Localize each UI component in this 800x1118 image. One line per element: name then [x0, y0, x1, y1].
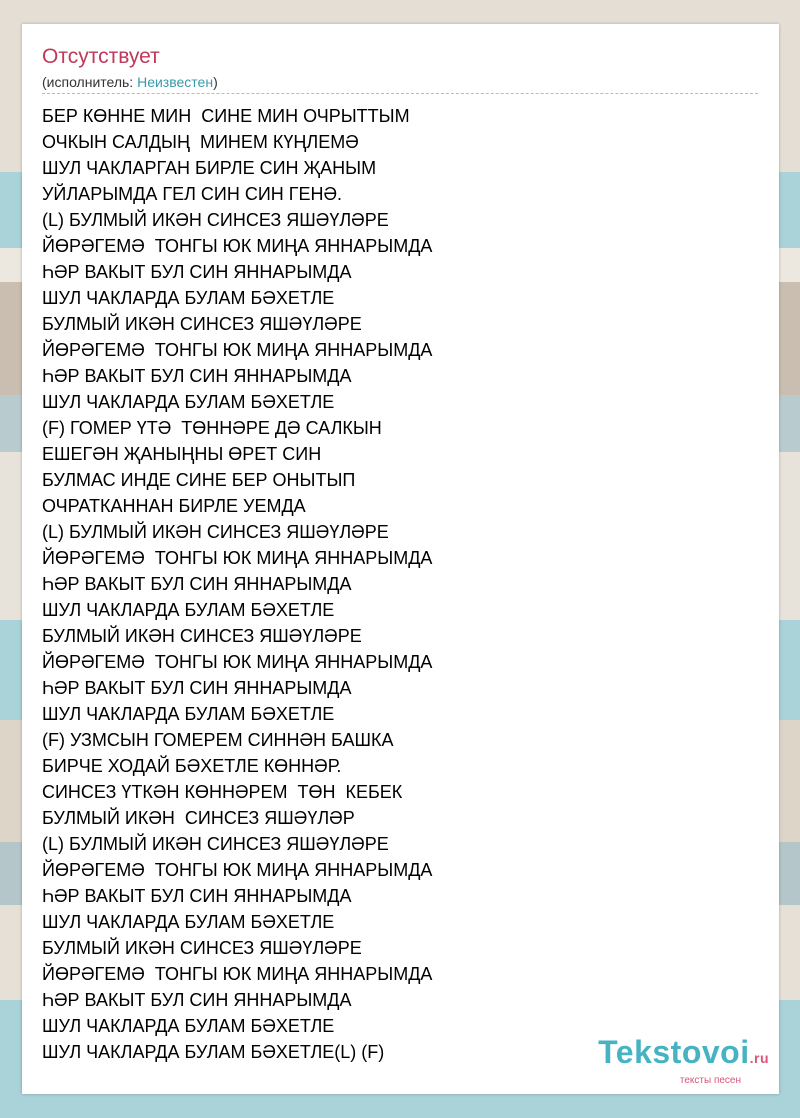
- lyric-line: ШУЛ ЧАКЛАРДА БУЛАМ БӘХЕТЛЕ: [42, 600, 335, 620]
- logo-tld: .ru: [749, 1050, 769, 1066]
- lyric-line: БУЛМЫЙ ИКӘН СИНСЕЗ ЯШӘҮЛӘРЕ: [42, 314, 362, 334]
- performer-line: [42, 73, 218, 91]
- lyric-line: ЙӨРӘГЕМӘ ТОНГЫ ЮК МИҢА ЯННАРЫМДА: [42, 652, 433, 672]
- lyric-line: (L) БУЛМЫЙ ИКӘН СИНСЕЗ ЯШӘҮЛӘРЕ: [42, 210, 389, 230]
- lyric-line: ҺӘР ВАКЫТ БУЛ СИН ЯННАРЫМДА: [42, 678, 352, 698]
- lyric-line: БУЛМЫЙ ИКӘН СИНСЕЗ ЯШӘҮЛӘР: [42, 808, 355, 828]
- lyric-line: ҺӘР ВАКЫТ БУЛ СИН ЯННАРЫМДА: [42, 262, 352, 282]
- lyrics-page: [22, 24, 779, 1094]
- performer-link[interactable]: Неизвестен: [137, 74, 214, 90]
- lyric-line: БИРЧЕ ХОДАЙ БӘХЕТЛЕ КӨННӘР.: [42, 756, 342, 776]
- lyrics-text: [42, 103, 432, 1065]
- lyric-line: ЕШЕГӘН ҖАНЫҢНЫ ӨРЕТ СИН: [42, 444, 322, 464]
- lyric-line: ШУЛ ЧАКЛАРДА БУЛАМ БӘХЕТЛЕ(L) (F): [42, 1042, 385, 1062]
- lyric-line: УЙЛАРЫМДА ГЕЛ СИН СИН ГЕНӘ.: [42, 184, 343, 204]
- lyric-line: (L) БУЛМЫЙ ИКӘН СИНСЕЗ ЯШӘҮЛӘРЕ: [42, 834, 389, 854]
- performer-suffix: ): [213, 74, 218, 90]
- lyric-line: ШУЛ ЧАКЛАРДА БУЛАМ БӘХЕТЛЕ: [42, 912, 335, 932]
- lyric-line: БУЛМАС ИНДЕ СИНЕ БЕР ОНЫТЫП: [42, 470, 356, 490]
- logo-wordmark: Tekstovoi: [598, 1034, 750, 1070]
- lyric-line: ШУЛ ЧАКЛАРДА БУЛАМ БӘХЕТЛЕ: [42, 288, 335, 308]
- lyric-line: БУЛМЫЙ ИКӘН СИНСЕЗ ЯШӘҮЛӘРЕ: [42, 626, 362, 646]
- logo-tagline: тексты песен: [679, 1075, 741, 1086]
- lyric-line: БУЛМЫЙ ИКӘН СИНСЕЗ ЯШӘҮЛӘРЕ: [42, 938, 362, 958]
- lyric-line: (L) БУЛМЫЙ ИКӘН СИНСЕЗ ЯШӘҮЛӘРЕ: [42, 522, 389, 542]
- lyric-line: СИНСЕЗ ҮТКӘН КӨННӘРЕМ ТӨН КЕБЕК: [42, 782, 403, 802]
- lyric-line: ЙӨРӘГЕМӘ ТОНГЫ ЮК МИҢА ЯННАРЫМДА: [42, 340, 433, 360]
- lyric-line: ЙӨРӘГЕМӘ ТОНГЫ ЮК МИҢА ЯННАРЫМДА: [42, 860, 433, 880]
- lyric-line: (F) ГОМЕР ҮТӘ ТӨННӘРЕ ДӘ САЛКЫН: [42, 418, 382, 438]
- lyric-line: ЙӨРӘГЕМӘ ТОНГЫ ЮК МИҢА ЯННАРЫМДА: [42, 236, 433, 256]
- lyric-line: ЙӨРӘГЕМӘ ТОНГЫ ЮК МИҢА ЯННАРЫМДА: [42, 548, 433, 568]
- lyric-line: ШУЛ ЧАКЛАРДА БУЛАМ БӘХЕТЛЕ: [42, 1016, 335, 1036]
- divider: [42, 93, 758, 94]
- lyric-line: ШУЛ ЧАКЛАРДА БУЛАМ БӘХЕТЛЕ: [42, 392, 335, 412]
- song-title: Отсутствует: [42, 45, 160, 68]
- lyric-line: (F) УЗМСЫН ГОМЕРЕМ СИННӘН БАШКА: [42, 730, 394, 750]
- lyric-line: ОЧКЫН САЛДЫҢ МИНЕМ КҮҢЛЕМӘ: [42, 132, 359, 152]
- lyric-line: ҺӘР ВАКЫТ БУЛ СИН ЯННАРЫМДА: [42, 886, 352, 906]
- lyric-line: ШУЛ ЧАКЛАРГАН БИРЛЕ СИН ҖАНЫМ: [42, 158, 377, 178]
- lyric-line: БЕР КӨННЕ МИН СИНЕ МИН ОЧРЫТТЫМ: [42, 106, 410, 126]
- lyric-line: ҺӘР ВАКЫТ БУЛ СИН ЯННАРЫМДА: [42, 574, 352, 594]
- lyric-line: ҺӘР ВАКЫТ БУЛ СИН ЯННАРЫМДА: [42, 366, 352, 386]
- lyric-line: ОЧРАТКАННАН БИРЛЕ УЕМДА: [42, 496, 306, 516]
- site-logo[interactable]: [598, 1035, 769, 1086]
- lyric-line: ШУЛ ЧАКЛАРДА БУЛАМ БӘХЕТЛЕ: [42, 704, 335, 724]
- performer-prefix: (исполнитель:: [42, 74, 138, 90]
- lyric-line: ЙӨРӘГЕМӘ ТОНГЫ ЮК МИҢА ЯННАРЫМДА: [42, 964, 433, 984]
- lyric-line: ҺӘР ВАКЫТ БУЛ СИН ЯННАРЫМДА: [42, 990, 352, 1010]
